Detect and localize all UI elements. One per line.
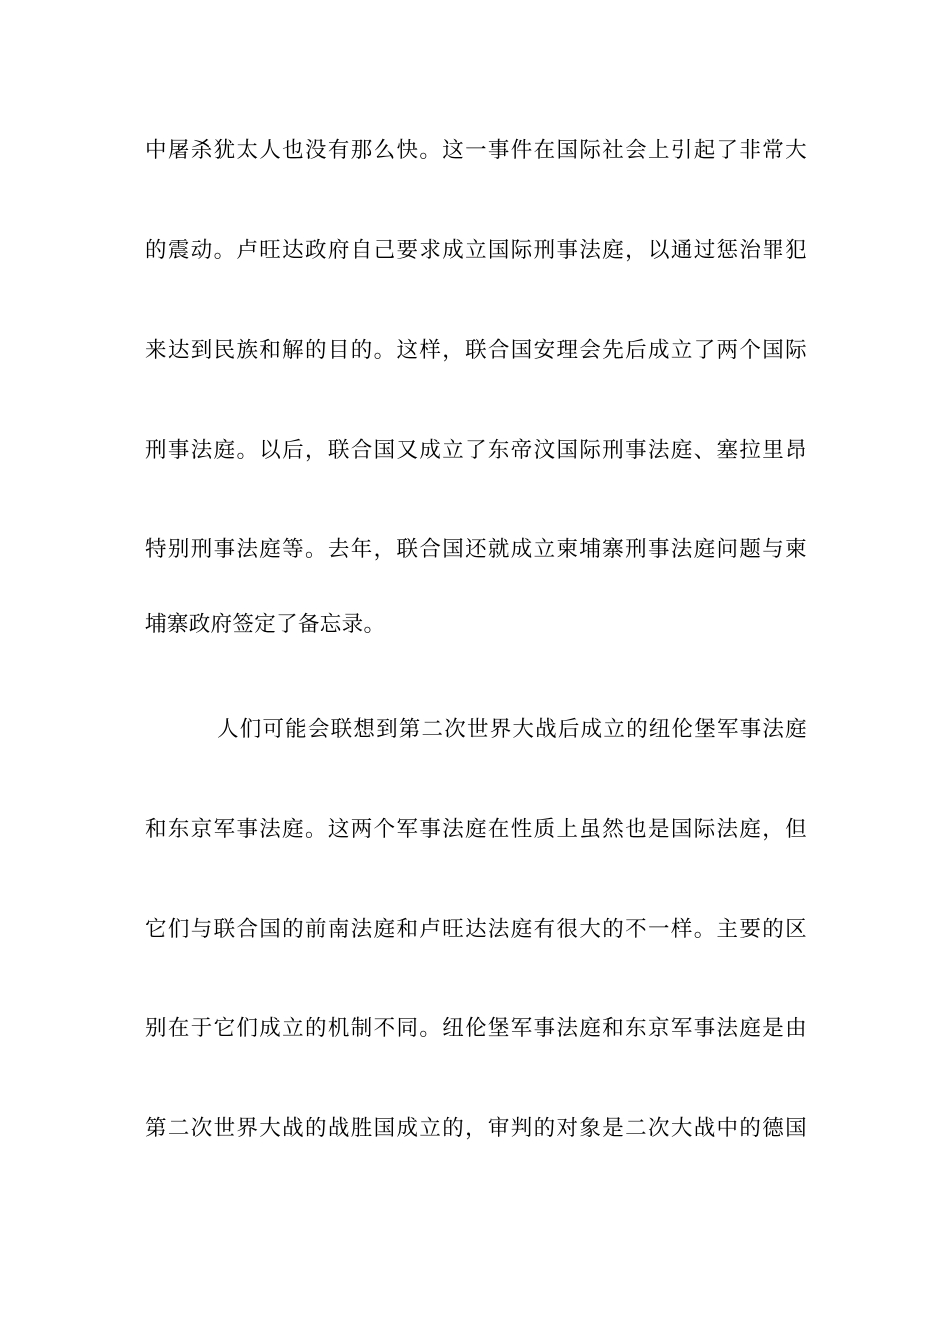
text-line-11: 第二次世界大战的战胜国成立的，审判的对象是二次大战中的德国 [145, 1116, 807, 1141]
text-line-4: 刑事法庭。以后，联合国又成立了东帝汶国际刑事法庭、塞拉里昂 [145, 438, 807, 463]
text-line-8: 和东京军事法庭。这两个军事法庭在性质上虽然也是国际法庭，但 [145, 817, 807, 842]
text-line-3: 来达到民族和解的目的。这样，联合国安理会先后成立了两个国际 [145, 338, 807, 363]
paragraph-2-first-line: 人们可能会联想到第二次世界大战后成立的纽伦堡军事法庭 [217, 717, 807, 742]
text-line-2: 的震动。卢旺达政府自己要求成立国际刑事法庭，以通过惩治罪犯 [145, 238, 807, 263]
text-line-1: 中屠杀犹太人也没有那么快。这一事件在国际社会上引起了非常大 [145, 138, 807, 163]
text-line-10: 别在于它们成立的机制不同。纽伦堡军事法庭和东京军事法庭是由 [145, 1016, 807, 1041]
text-line-5: 特别刑事法庭等。去年，联合国还就成立柬埔寨刑事法庭问题与柬 [145, 537, 807, 562]
text-line-9: 它们与联合国的前南法庭和卢旺达法庭有很大的不一样。主要的区 [145, 917, 807, 942]
text-line-6: 埔寨政府签定了备忘录。 [145, 612, 386, 637]
